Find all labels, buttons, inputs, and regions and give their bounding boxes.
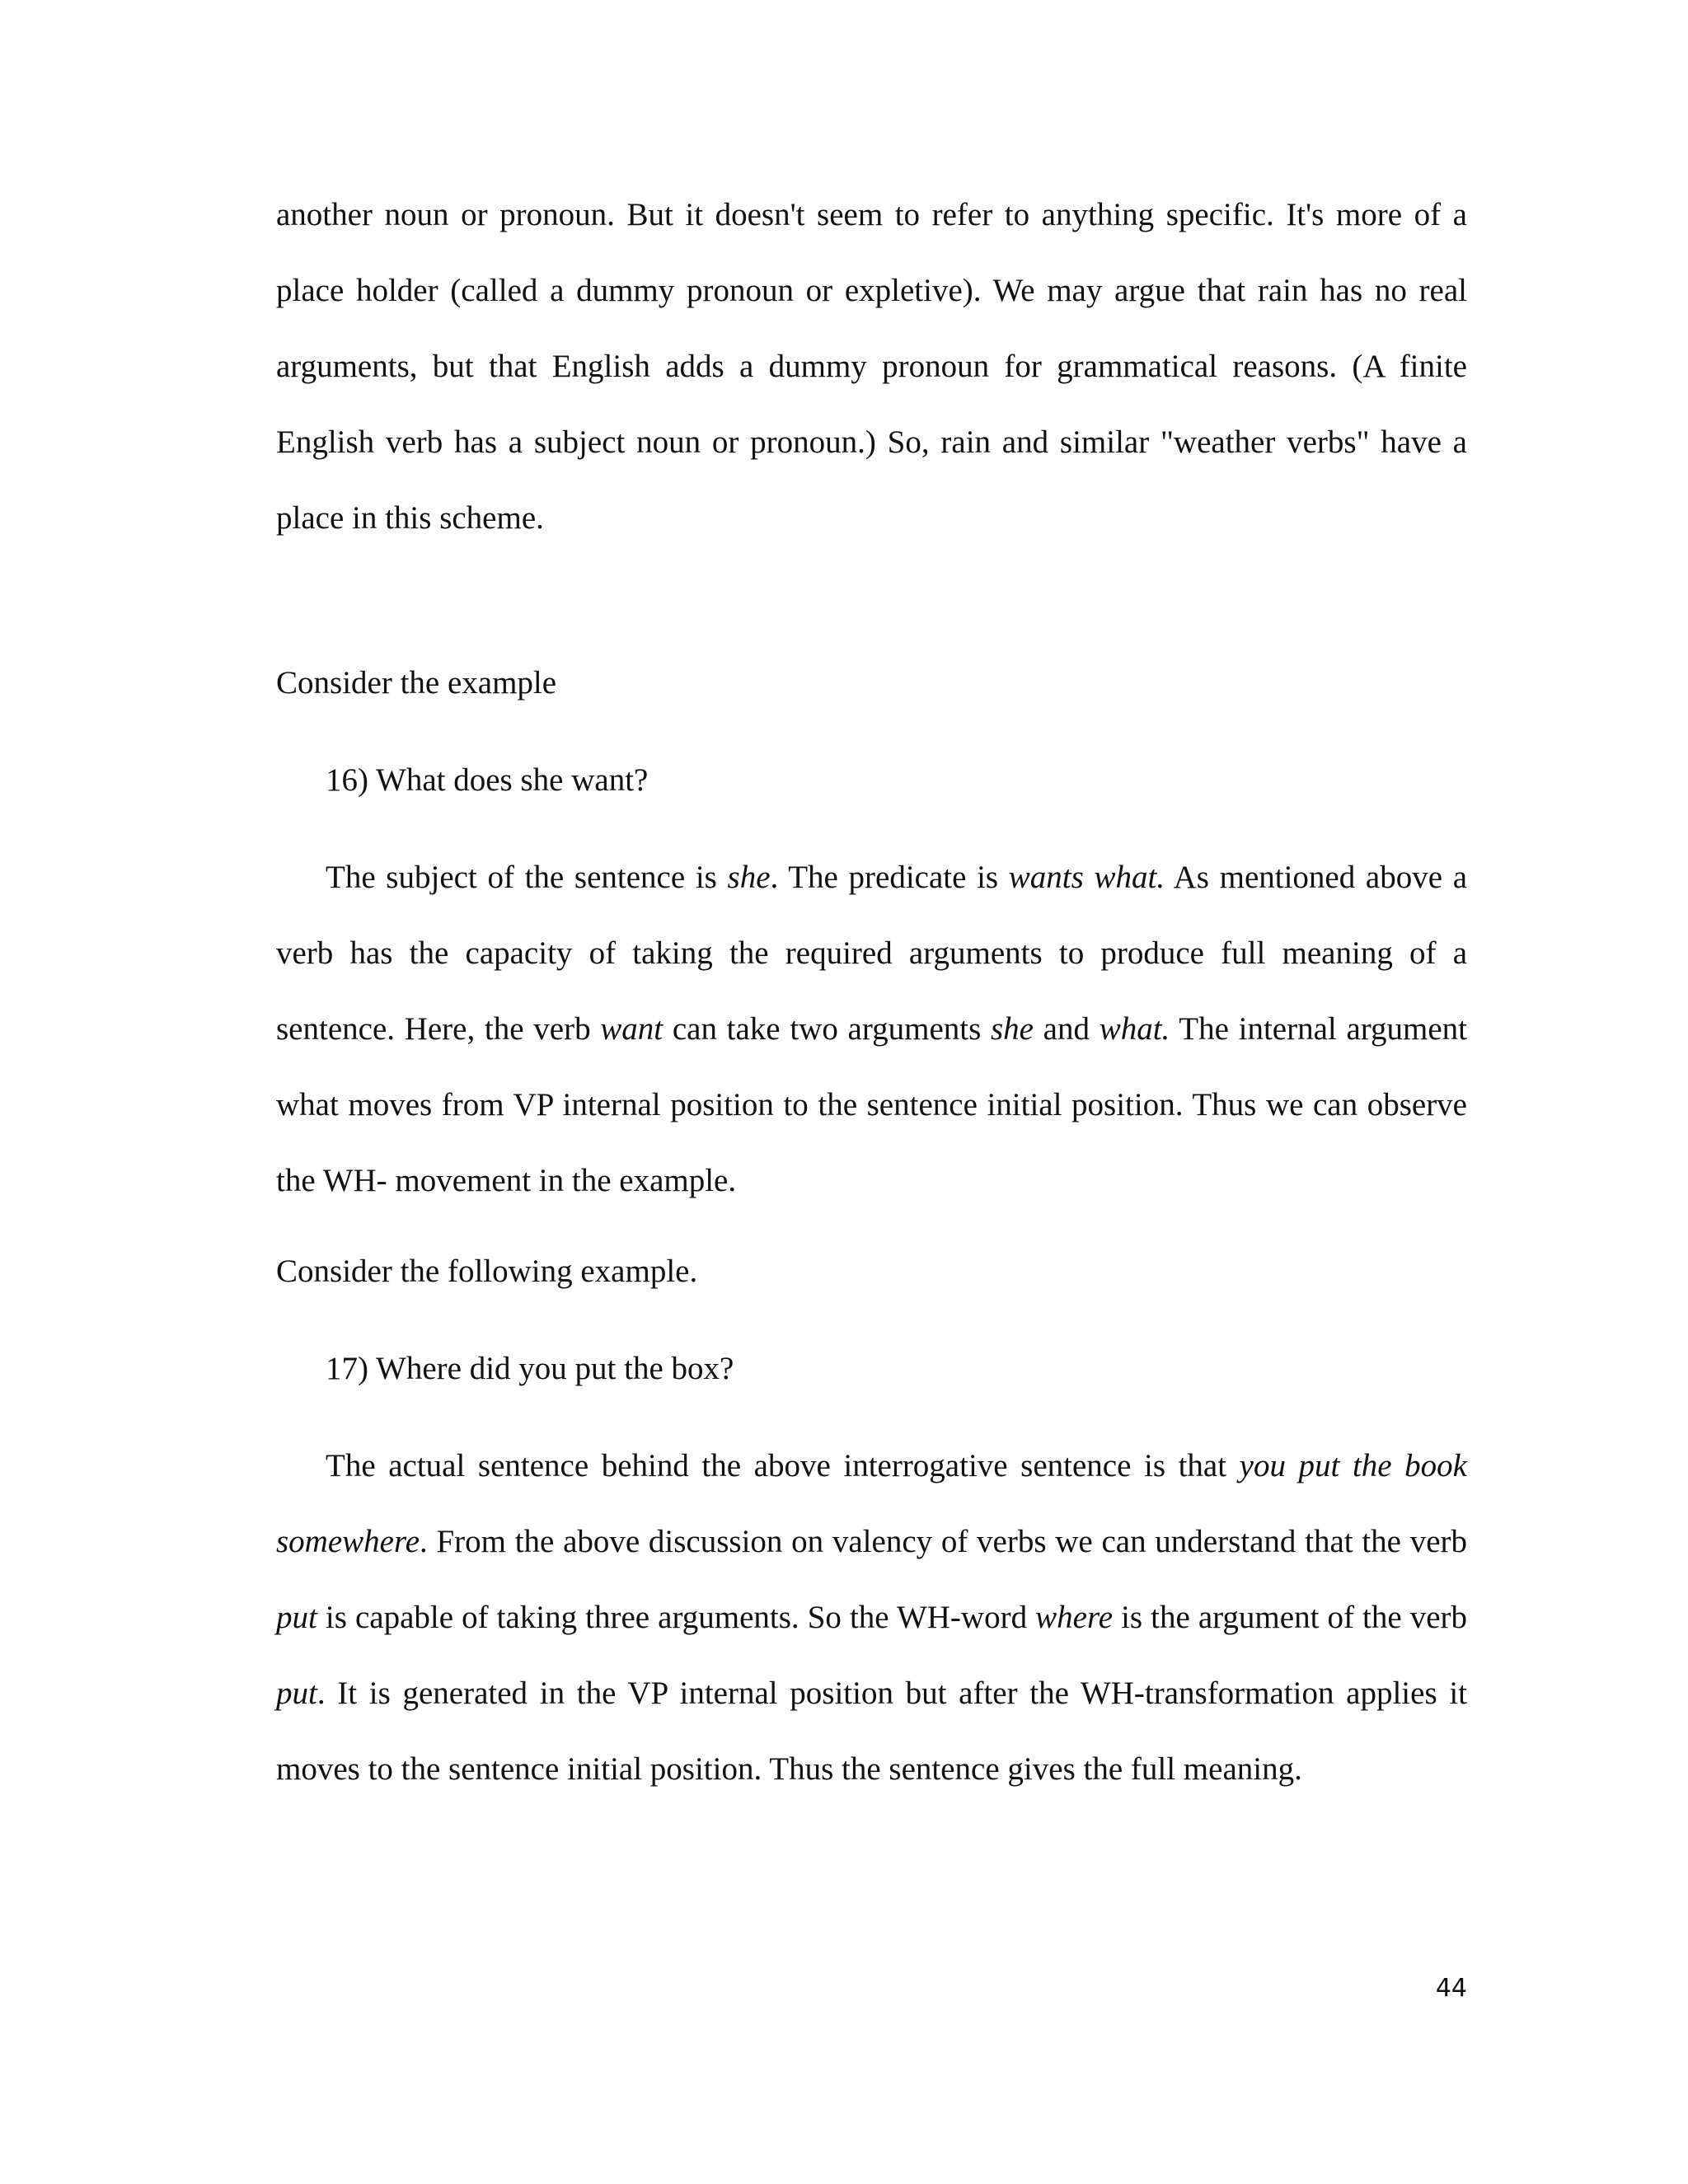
text-span: The subject of the sentence is <box>326 860 728 895</box>
italic-term: wants what. <box>1008 860 1165 895</box>
text-span: As mentioned above a verb has the capacity of taking the required arguments to produce full meaning of a sentence. Here, the verb <box>276 860 1467 1047</box>
text-span: The internal argument what moves from VP internal position to the sentence initial position. Thus we can observe the WH- movement in the example. <box>276 1011 1468 1198</box>
paragraph-wh-movement-16 <box>276 840 1467 1219</box>
page-body <box>276 177 1467 1807</box>
consider-following-line: Consider the following example. <box>276 1254 698 1289</box>
page-number: 44 <box>1435 1974 1467 2003</box>
text-span: The actual sentence behind the above interrogative sentence is that <box>326 1448 1240 1483</box>
text-span: . From the above discussion on valency of verbs we can understand that the verb <box>420 1524 1467 1559</box>
text-span: can take two arguments <box>663 1011 991 1047</box>
text-span: . The predicate is <box>770 860 1009 895</box>
example-17: 17) Where did you put the box? <box>326 1351 734 1386</box>
italic-term: you put the book somewhere <box>276 1448 1467 1559</box>
italic-term: what. <box>1099 1011 1170 1047</box>
paragraph-wh-movement-17 <box>276 1428 1467 1807</box>
italic-term: she <box>990 1011 1034 1047</box>
consider-example-line: Consider the example <box>276 665 557 701</box>
text-span: . It is generated in the VP internal position but after the WH-transformation applies it moves to the sentence initial position. Thus the sentence gives the full meaning. <box>276 1675 1467 1787</box>
paragraph-dummy-pronoun: another noun or pronoun. But it doesn't seem to refer to anything specific. It's more of a place holder (called a dummy pronoun or expletive). We may argue that rain has no real arguments, but that English adds a dummy pronoun for grammatical reasons. (A finite English verb has a subject noun or pronoun.) So, rain and similar "weather verbs" have a place in this scheme. <box>276 197 1467 536</box>
text-span: is capable of taking three arguments. So the WH-word <box>316 1600 1036 1635</box>
italic-term: want <box>600 1011 663 1047</box>
text-span: and <box>1033 1011 1100 1047</box>
example-16: 16) What does she want? <box>326 762 649 798</box>
italic-term: she <box>727 860 771 895</box>
italic-term: where <box>1035 1600 1114 1635</box>
text-span: is the argument of the verb <box>1113 1600 1467 1635</box>
italic-term: put <box>276 1675 317 1711</box>
italic-term: put <box>276 1600 317 1635</box>
